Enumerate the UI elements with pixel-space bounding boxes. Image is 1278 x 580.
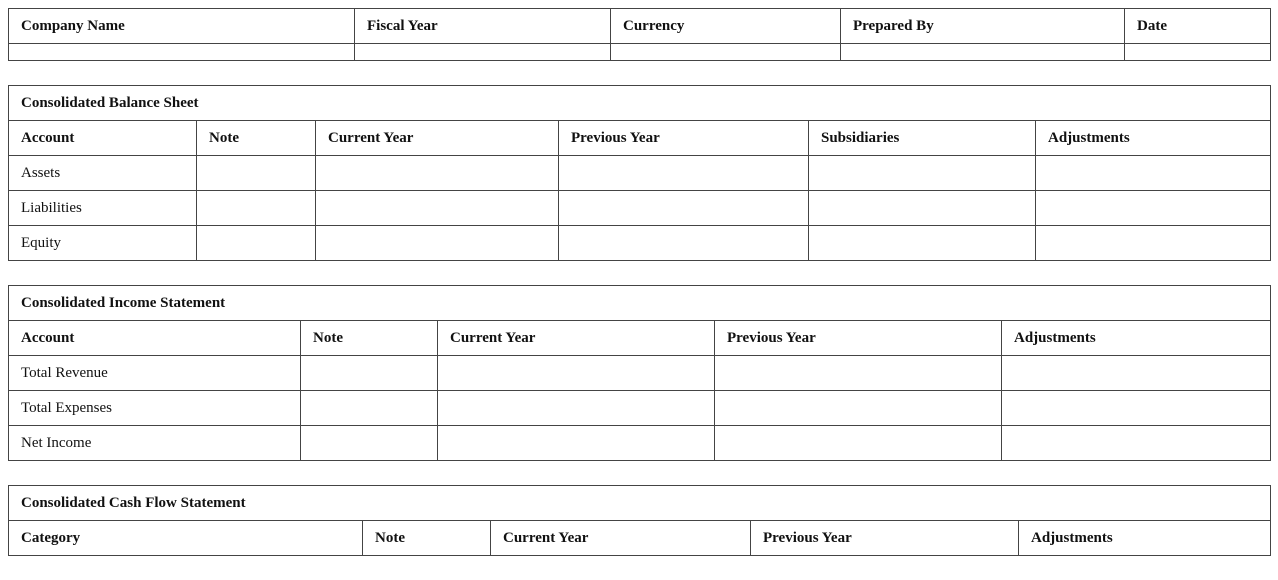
account-label: Net Income [9,426,301,461]
table-cell[interactable] [1036,191,1271,226]
prepared-by-header: Prepared By [841,9,1125,44]
column-header: Current Year [491,521,751,556]
report-info-header-row [9,9,1271,44]
table-cell[interactable] [715,356,1002,391]
account-label: Equity [9,226,197,261]
column-header: Adjustments [1019,521,1271,556]
section-title: Consolidated Income Statement [9,286,1271,321]
column-header: Note [363,521,491,556]
table-row [9,156,1271,191]
date-header: Date [1125,9,1271,44]
account-label: Assets [9,156,197,191]
section-title: Consolidated Cash Flow Statement [9,486,1271,521]
prepared-by-cell[interactable] [841,44,1125,61]
table-cell[interactable] [809,226,1036,261]
date-cell[interactable] [1125,44,1271,61]
income-statement-header-row [9,321,1271,356]
table-cell[interactable] [301,391,438,426]
column-header: Note [197,121,316,156]
table-cell[interactable] [197,191,316,226]
column-header: Current Year [438,321,715,356]
table-row [9,426,1271,461]
table-cell[interactable] [301,426,438,461]
table-cell[interactable] [715,391,1002,426]
column-header: Subsidiaries [809,121,1036,156]
cash-flow-table [8,485,1271,556]
fiscal-year-cell[interactable] [355,44,611,61]
table-cell[interactable] [301,356,438,391]
table-cell[interactable] [438,391,715,426]
company-name-cell[interactable] [9,44,355,61]
balance-sheet-title-row [9,86,1271,121]
table-cell[interactable] [197,156,316,191]
table-cell[interactable] [438,356,715,391]
column-header: Account [9,121,197,156]
column-header: Account [9,321,301,356]
table-cell[interactable] [197,226,316,261]
currency-header: Currency [611,9,841,44]
table-row [9,191,1271,226]
account-label: Total Expenses [9,391,301,426]
column-header: Previous Year [559,121,809,156]
table-cell[interactable] [1036,156,1271,191]
column-header: Previous Year [715,321,1002,356]
currency-cell[interactable] [611,44,841,61]
financial-report-template [8,8,1270,580]
table-cell[interactable] [1002,391,1271,426]
column-header: Current Year [316,121,559,156]
cash-flow-header-row [9,521,1271,556]
table-cell[interactable] [1002,426,1271,461]
balance-sheet-table [8,85,1271,261]
column-header: Previous Year [751,521,1019,556]
table-cell[interactable] [1002,356,1271,391]
column-header: Category [9,521,363,556]
table-cell[interactable] [1036,226,1271,261]
table-cell[interactable] [559,226,809,261]
table-cell[interactable] [316,226,559,261]
account-label: Liabilities [9,191,197,226]
table-row [9,356,1271,391]
account-label: Total Revenue [9,356,301,391]
table-cell[interactable] [809,191,1036,226]
section-title: Consolidated Balance Sheet [9,86,1271,121]
column-header: Note [301,321,438,356]
income-statement-title-row [9,286,1271,321]
report-info-table [8,8,1271,61]
table-cell[interactable] [316,191,559,226]
column-header: Adjustments [1002,321,1271,356]
table-row [9,391,1271,426]
table-cell[interactable] [559,191,809,226]
table-row [9,226,1271,261]
income-statement-table [8,285,1271,461]
table-cell[interactable] [715,426,1002,461]
balance-sheet-header-row [9,121,1271,156]
fiscal-year-header: Fiscal Year [355,9,611,44]
column-header: Adjustments [1036,121,1271,156]
table-cell[interactable] [316,156,559,191]
company-name-header: Company Name [9,9,355,44]
table-cell[interactable] [438,426,715,461]
report-info-value-row [9,44,1271,61]
table-cell[interactable] [559,156,809,191]
cash-flow-title-row [9,486,1271,521]
table-cell[interactable] [809,156,1036,191]
